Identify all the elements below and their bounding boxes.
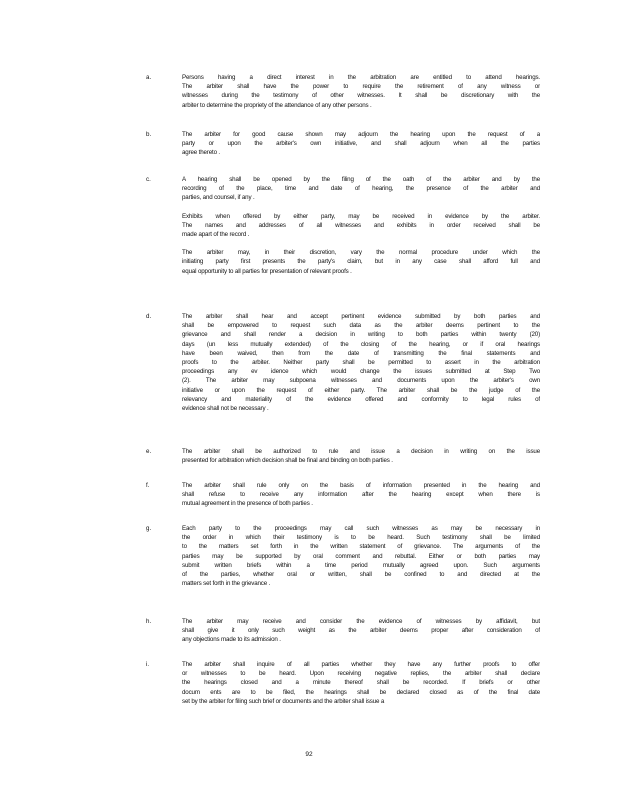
- text-line: witnesses during the testimony of other witnesses. It shall be discretionary with the: [182, 92, 540, 100]
- clause-body: [182, 73, 540, 110]
- text-line: presented for arbitration which decision shall be final and binding on both parties .: [182, 457, 393, 465]
- text-line: to the matters set forth in the written statement of grievance. The arguments of the: [182, 543, 540, 551]
- text-line: The names and addresses of all witnesses and exhibits in order received shall be: [182, 221, 540, 229]
- clause-body: [182, 175, 540, 276]
- text-line: any objections made to its admission .: [182, 636, 281, 644]
- text-line: made apart of the record .: [182, 231, 250, 239]
- clause-paragraph: [182, 524, 540, 588]
- text-line: recording of the place, time and date of hearing, the presence of the arbiter and: [182, 185, 540, 193]
- text-line: The arbiter shall rule only on the basis of information presented in the hearing and: [182, 482, 540, 489]
- text-line: The arbiter shall be authorized to rule and issue a decision in writing on the issue: [182, 448, 540, 455]
- text-line: evidence shall not be necessary .: [182, 405, 269, 413]
- text-line: shall refuse to receive any information after the hearing except when there is: [182, 491, 540, 499]
- clause-body: [182, 524, 540, 588]
- text-line: set by the arbiter for filing such brief or documents and the arbiter shall issue a: [182, 697, 385, 705]
- clause-letter: e.: [146, 448, 152, 455]
- text-line: The arbiter may, in their discretion, vary the normal procedure under which the: [182, 249, 540, 257]
- clause-letter: c.: [146, 176, 151, 183]
- clause-letter: b.: [146, 131, 152, 138]
- text-line: equal opportunity to all parties for presentation of relevant proofs .: [182, 267, 352, 275]
- text-line: days (un less mutually extended) of the closing of the hearing, or if oral hearings: [182, 340, 540, 348]
- page-number: 92: [305, 751, 313, 758]
- clause-letter: d.: [146, 313, 152, 320]
- text-line: parties, and counsel, if any .: [182, 194, 255, 202]
- text-line: or witnesses to be heard. Upon receiving negative replies, the arbiter shall declare: [182, 670, 540, 678]
- clause-letter: g.: [146, 525, 152, 532]
- text-line: mutual agreement in the presence of both parties .: [182, 500, 313, 508]
- clause-letter: f.: [146, 482, 150, 489]
- clause-body: [182, 660, 540, 706]
- text-line: A hearing shall be opened by the filing of the oath of the arbiter and by the: [182, 176, 540, 183]
- text-line: of the parties, whether oral or written, shall be confined to and directed at the: [182, 571, 540, 579]
- clause-paragraph: [182, 481, 540, 509]
- clause-paragraph: [182, 212, 540, 240]
- text-line: submit written briefs within a time period mutually agreed upon. Such arguments: [182, 561, 540, 569]
- text-line: shall give it only such weight as the arbiter deems proper after consideration of: [182, 627, 540, 635]
- text-line: party or upon the arbiter's own initiative, and shall adjourn when all the parties: [182, 140, 540, 148]
- text-line: proceedings any ev idence which would change the issues submitted at Step Two: [182, 368, 540, 376]
- text-line: Each party to the proceedings may call such witnesses as may be necessary in: [182, 525, 540, 532]
- clause-letter: h.: [146, 618, 152, 625]
- text-line: initiating party first presents the party's claim, but in any case shall afford full and: [182, 258, 540, 266]
- text-line: the hearings closed and a minute thereof shall be recorded. If briefs or other: [182, 679, 540, 687]
- clause-paragraph: [182, 130, 540, 158]
- text-line: matters set forth in the grievance .: [182, 580, 271, 588]
- clause-body: [182, 617, 540, 645]
- clause-paragraph: [182, 175, 540, 203]
- text-line: initiative or upon the request of either party. The arbiter shall be the judge of the: [182, 386, 540, 394]
- text-line: proofs to the arbiter. Neither party shall be permitted to assert in the arbitration: [182, 359, 540, 367]
- text-line: docum ents are to be filed, the hearings shall be declared closed as of the final date: [182, 688, 540, 696]
- clause-body: [182, 130, 540, 158]
- clause-paragraph: [182, 447, 540, 465]
- clause-paragraph: [182, 312, 540, 413]
- clause-body: [182, 447, 540, 465]
- clause-body: [182, 481, 540, 509]
- text-line: agree thereto .: [182, 149, 220, 157]
- clause-paragraph: [182, 617, 540, 645]
- text-line: Persons having a direct interest in the arbitration are entitled to attend hearings.: [182, 74, 540, 81]
- text-line: arbiter to determine the propriety of the attendance of any other persons .: [182, 101, 372, 109]
- clause-body: [182, 312, 540, 413]
- clause-paragraph: [182, 660, 540, 706]
- clause-letter: i.: [146, 661, 150, 668]
- text-line: grievance and shall render a decision in writing to both parties within twenty (20): [182, 331, 540, 339]
- text-line: the order in which their testimony is to be heard. Such testimony shall be limited: [182, 534, 540, 542]
- clause-letter: a.: [146, 74, 152, 81]
- text-line: The arbiter shall inquire of all parties whether they have any further proofs to offer: [182, 661, 540, 668]
- clause-paragraph: [182, 73, 540, 110]
- text-line: (2). The arbiter may subpoena witnesses and documents upon the arbiter's own: [182, 377, 540, 385]
- text-line: The arbiter shall have the power to require the retirement of any witness or: [182, 83, 540, 91]
- text-line: The arbiter may receive and consider the evidence of witnesses by affidavit, but: [182, 618, 540, 625]
- text-line: shall be empowered to request such data as the arbiter deems pertinent to the: [182, 322, 540, 330]
- text-line: have been waived, then from the date of transmitting the final statements and: [182, 349, 540, 357]
- text-line: The arbiter shall hear and accept pertinent evidence submitted by both parties and: [182, 313, 540, 320]
- text-line: Exhibits when offered by either party, may be received in evidence by the arbiter.: [182, 212, 540, 220]
- text-line: The arbiter for good cause shown may adjourn the hearing upon the request of a: [182, 131, 540, 138]
- text-line: parties may be supported by oral comment and rebuttal. Either or both parties may: [182, 552, 540, 560]
- clause-paragraph: [182, 248, 540, 276]
- text-line: relevancy and materiality of the evidence offered and conformity to legal rules of: [182, 395, 540, 403]
